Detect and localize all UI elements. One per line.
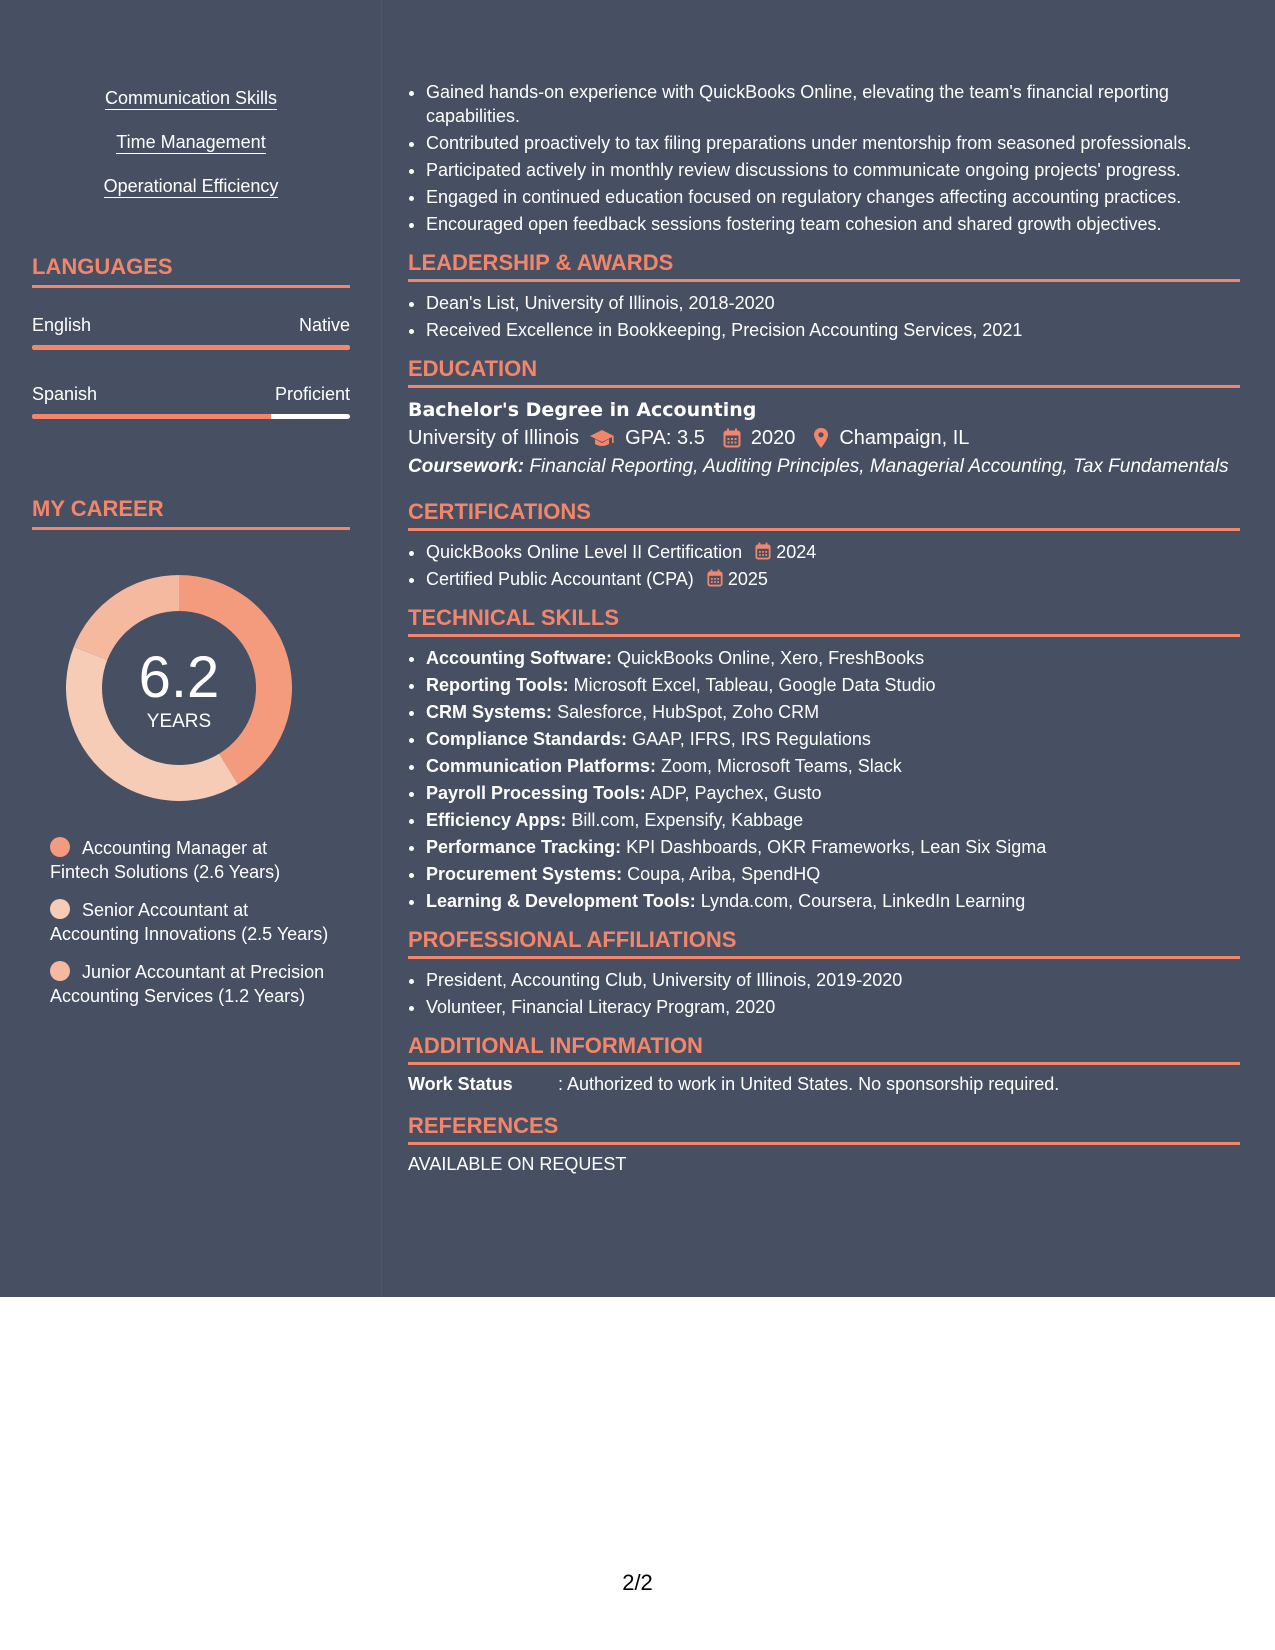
skills-list xyxy=(32,86,350,218)
list-item: • CRM Systems: Salesforce, HubSpot, Zoho CRM xyxy=(426,700,1240,724)
legend-dot xyxy=(50,837,70,857)
references-title: REFERENCES xyxy=(408,1113,1240,1145)
list-item: • Received Excellence in Bookkeeping, Precision Accounting Services, 2021 xyxy=(426,318,1240,342)
languages-title: LANGUAGES xyxy=(32,254,350,288)
technical-skills-list xyxy=(408,646,1240,913)
leadership-list xyxy=(408,291,1240,342)
list-item: • Accounting Software: QuickBooks Online, Xero, FreshBooks xyxy=(426,646,1240,670)
language-level: Proficient xyxy=(274,384,350,404)
career-legend xyxy=(50,836,330,1022)
left-column xyxy=(0,0,382,1297)
graduation-cap-icon xyxy=(589,428,615,448)
list-item: • Gained hands-on experience with QuickBooks Online, elevating the team's financial reporting capabilities. xyxy=(426,80,1240,128)
skill-item: Time Management xyxy=(116,132,266,152)
career-total-unit: YEARS xyxy=(146,711,212,732)
language-spanish xyxy=(32,384,350,419)
additional-info-title: ADDITIONAL INFORMATION xyxy=(408,1033,1240,1065)
certifications-title: CERTIFICATIONS xyxy=(408,499,1240,531)
career-total-years: 6.2 xyxy=(138,645,220,710)
list-item: • Performance Tracking: KPI Dashboards, OKR Frameworks, Lean Six Sigma xyxy=(426,835,1240,859)
school-name: University of Illinois xyxy=(408,427,580,449)
list-item: • Payroll Processing Tools: ADP, Paychex, Gusto xyxy=(426,781,1240,805)
list-item: • Learning & Development Tools: Lynda.com, Coursera, LinkedIn Learning xyxy=(426,889,1240,913)
experience-bullets xyxy=(408,80,1240,236)
language-english xyxy=(32,315,350,350)
list-item: • Engaged in continued education focused on regulatory changes affecting accounting practices. xyxy=(426,185,1240,209)
language-name: English xyxy=(32,315,92,335)
coursework-list: Financial Reporting, Auditing Principles, Managerial Accounting, Tax Fundamentals xyxy=(529,456,1229,477)
coursework xyxy=(408,455,1240,479)
school-location: Champaign, IL xyxy=(839,427,970,449)
list-item: • Participated actively in monthly review discussions to communicate ongoing projects' progress. xyxy=(426,158,1240,182)
calendar-icon xyxy=(755,542,771,560)
education-details xyxy=(408,423,1240,453)
list-item: • Volunteer, Financial Literacy Program, 2020 xyxy=(426,995,1240,1019)
list-item: • Certified Public Accountant (CPA) 2025 xyxy=(426,567,1240,591)
list-item: • Efficiency Apps: Bill.com, Expensify, Kabbage xyxy=(426,808,1240,832)
work-status-label: Work Status xyxy=(408,1074,513,1094)
list-item: • Encouraged open feedback sessions fostering team cohesion and shared growth objectives. xyxy=(426,212,1240,236)
list-item: • Dean's List, University of Illinois, 2018-2020 xyxy=(426,291,1240,315)
cert-year: 2025 xyxy=(727,569,768,589)
skill-item: Communication Skills xyxy=(104,88,278,108)
affiliations-list xyxy=(408,968,1240,1019)
legend-dot xyxy=(50,961,70,981)
map-pin-icon xyxy=(813,427,829,449)
language-level-fill xyxy=(32,345,350,350)
list-item: • Compliance Standards: GAAP, IFRS, IRS Regulations xyxy=(426,727,1240,751)
language-level-bar xyxy=(32,345,350,350)
leadership-title: LEADERSHIP & AWARDS xyxy=(408,250,1240,282)
page-number: 2/2 xyxy=(622,1570,653,1595)
career-legend-item: Accounting Manager at Fintech Solutions (2.6 Years) xyxy=(50,838,281,882)
work-status-value: : Authorized to work in United States. No sponsorship required. xyxy=(558,1074,1060,1094)
list-item: • QuickBooks Online Level II Certification 2024 xyxy=(426,540,1240,564)
degree-title: Bachelor's Degree in Accounting xyxy=(408,399,757,421)
graduation-year: 2020 xyxy=(750,427,796,449)
calendar-icon xyxy=(723,428,741,448)
list-item: • Reporting Tools: Microsoft Excel, Tableau, Google Data Studio xyxy=(426,673,1240,697)
career-title: MY CAREER xyxy=(32,496,350,530)
career-legend-item: Junior Accountant at Precision Accounting Services (1.2 Years) xyxy=(50,962,325,1006)
work-status xyxy=(408,1074,1240,1095)
cert-year: 2024 xyxy=(776,542,817,562)
list-item: • Contributed proactively to tax filing preparations under mentorship from seasoned professionals. xyxy=(426,131,1240,155)
list-item: • Communication Platforms: Zoom, Microsoft Teams, Slack xyxy=(426,754,1240,778)
technical-skills-title: TECHNICAL SKILLS xyxy=(408,605,1240,637)
right-column xyxy=(408,0,1240,1175)
list-item: • President, Accounting Club, University of Illinois, 2019-2020 xyxy=(426,968,1240,992)
career-donut-chart xyxy=(66,575,292,801)
language-name: Spanish xyxy=(32,384,98,404)
certifications-list xyxy=(408,540,1240,591)
references-text: AVAILABLE ON REQUEST xyxy=(408,1154,627,1174)
language-level: Native xyxy=(298,315,350,335)
gpa: GPA: 3.5 xyxy=(625,427,705,449)
skill-item: Operational Efficiency xyxy=(103,176,279,196)
education-title: EDUCATION xyxy=(408,356,1240,388)
language-level-bar xyxy=(32,414,350,419)
legend-dot xyxy=(50,899,70,919)
coursework-label: Coursework: xyxy=(408,456,525,477)
career-legend-item: Senior Accountant at Accounting Innovations (2.5 Years) xyxy=(50,900,329,944)
calendar-icon xyxy=(707,569,723,587)
affiliations-title: PROFESSIONAL AFFILIATIONS xyxy=(408,927,1240,959)
language-level-fill xyxy=(32,414,271,419)
list-item: • Procurement Systems: Coupa, Ariba, SpendHQ xyxy=(426,862,1240,886)
